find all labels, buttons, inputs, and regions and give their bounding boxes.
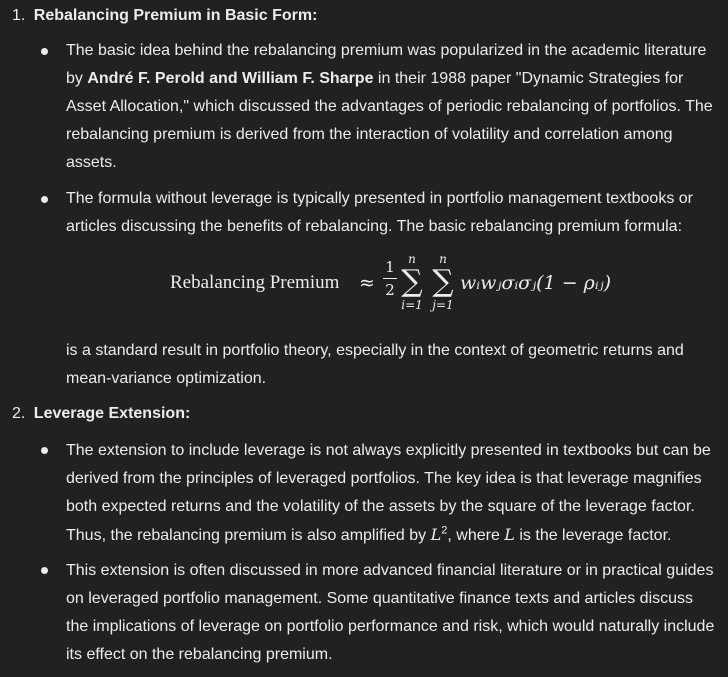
fraction-numerator: 1 [385,258,395,276]
section-1-number: 1. [12,7,26,24]
fraction-bar [383,278,397,279]
authors-text: André F. Perold and William F. Sharpe [87,70,374,87]
formula-label: Rebalancing Premium [170,272,340,293]
bullet-dot [41,48,48,55]
exponent: 2 [441,524,448,537]
paragraph-text: in their 1988 paper "Dynamic Strategies for Asset Allocation," which discussed the advantages of periodic rebalancing of portfolios. The rebalancing premium is derived from the interaction of volatility and correlation among assets. [66,70,713,171]
section-1-title [12,2,317,30]
formula-term: wᵢwⱼσᵢσⱼ(1 − ρᵢⱼ) [460,272,612,294]
approx-symbol: ≈ [359,272,375,294]
section-2-heading: Leverage Extension: [33,405,191,422]
paragraph-text: is the leverage factor. [514,527,672,544]
fraction-one-half [383,258,397,299]
fraction-denominator: 2 [385,281,395,299]
section-1-heading: Rebalancing Premium in Basic Form: [33,7,318,24]
paragraph-text: The basic idea behind the rebalancing premium was popularized in the academic literature by [66,42,707,87]
sigma-symbol: ∑ [401,264,423,299]
section-2-number: 2. [12,405,26,422]
sum-lower-limit: i=1 [401,298,423,312]
section-2-title [12,400,190,428]
paragraph-text: The extension to include leverage is not always explicitly presented in textbooks but can be derived from the principles of leveraged portfolios. The key idea is that leverage magnifies both expected returns and the volatility of the assets by the square of the leverage factor. Thus, the rebalancing premium is also amplified by [66,442,711,544]
summation-j [429,252,457,312]
rebalancing-premium-formula [170,250,630,320]
bullet-dot [41,567,48,574]
leverage-symbol: L [430,525,442,544]
summation-i [398,252,426,312]
sum-lower-limit: j=1 [432,298,454,312]
sum-upper-limit: n [439,252,447,266]
section-1-after-formula: is a standard result in portfolio theory, especially in the context of geometric returns and mean-variance optimization. [66,342,684,387]
paragraph-text: , where [447,527,505,544]
section-1-bullet-2: The formula without leverage is typically presented in portfolio management textbooks or articles discussing the benefits of rebalancing. The basic rebalancing premium formula: [66,190,693,235]
leverage-symbol: L [504,525,515,544]
sum-upper-limit: n [408,252,416,266]
section-2-bullet-2: This extension is often discussed in more advanced financial literature or in practical guides on leveraged portfolio management. Some quantitative finance texts and articles discuss the implications of leverage on portfolio performance and risk, which would naturally include its effect on the rebalancing premium. [66,562,715,663]
bullet-dot [41,447,48,454]
bullet-dot [41,196,48,203]
section-1-bullet-1 [66,37,716,177]
sigma-symbol: ∑ [432,264,454,299]
section-2-bullet-1 [66,437,716,550]
